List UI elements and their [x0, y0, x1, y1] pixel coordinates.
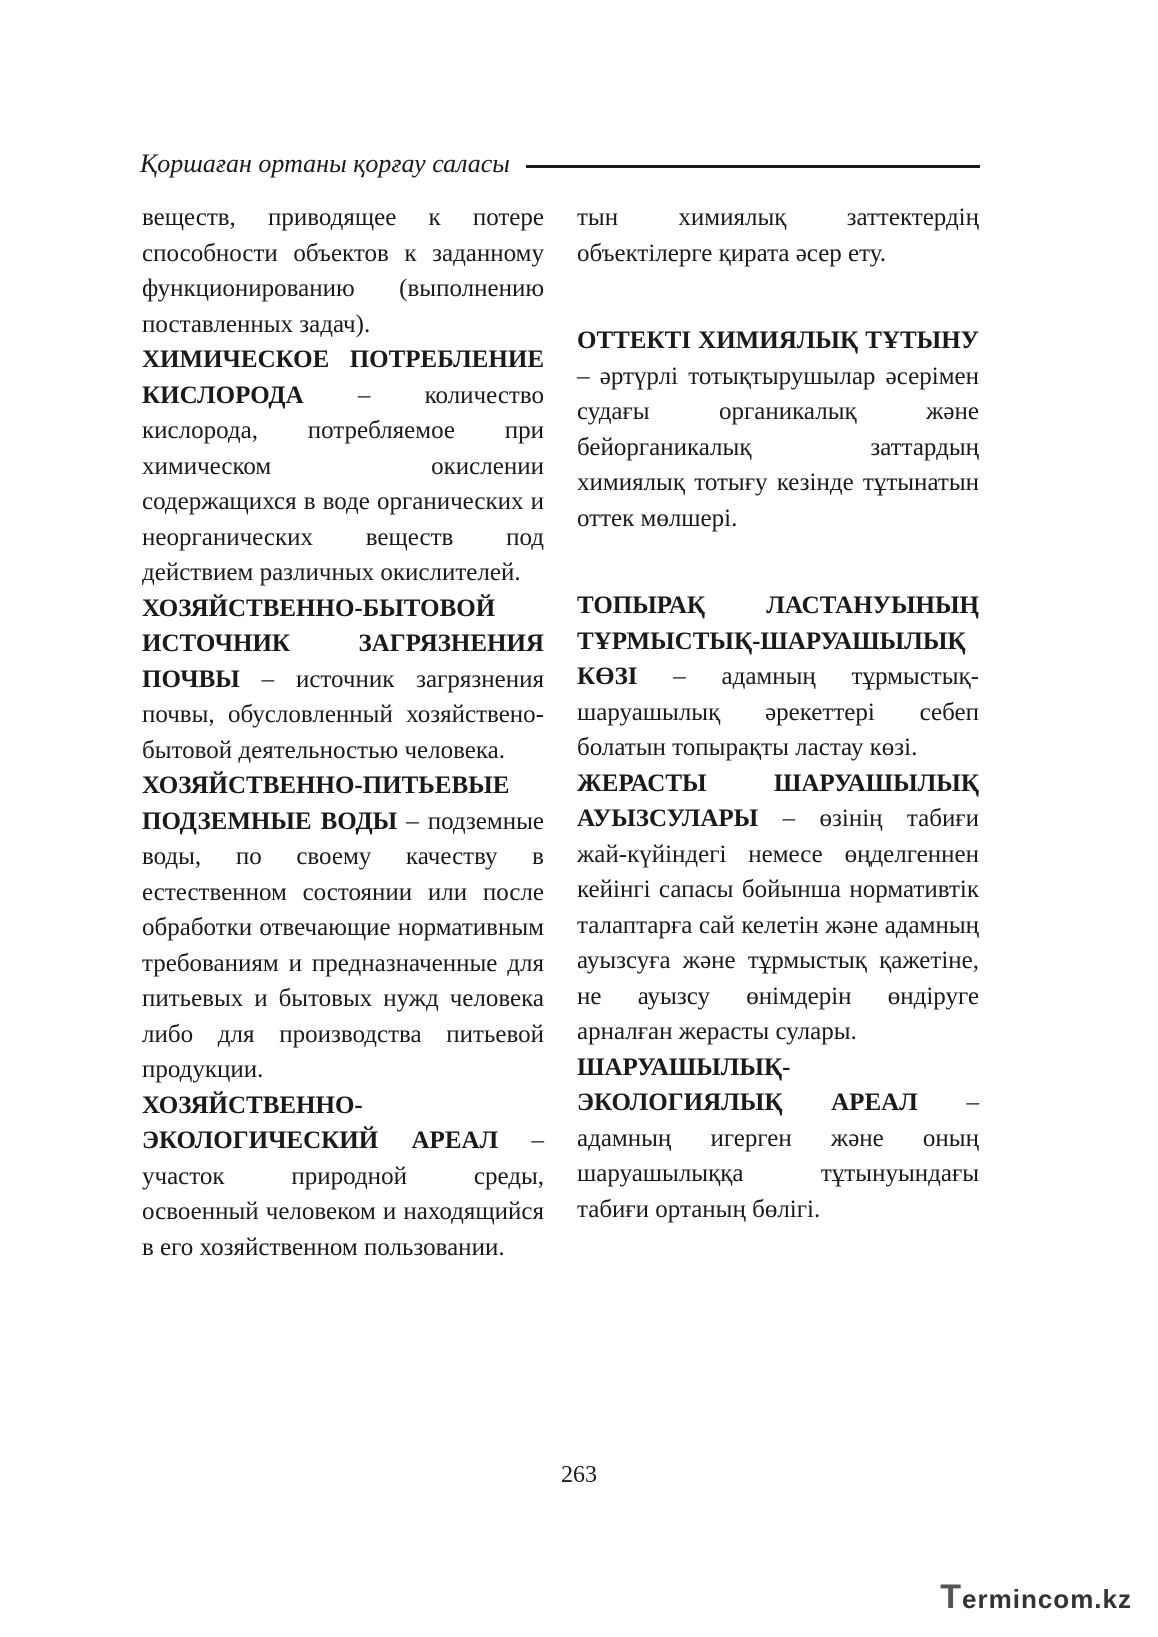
page-number: 263 — [561, 1462, 597, 1488]
right-column — [577, 200, 979, 1227]
entry-definition: – источник загрязнения почвы, обусловленный хозяйствено-бытовой деятельностью человека. — [142, 665, 544, 764]
dictionary-entry — [577, 323, 979, 536]
dictionary-entry — [142, 342, 544, 591]
entry-term: ОТТЕКТІ ХИМИЯЛЫҚ ТҰТЫНУ — [577, 327, 979, 354]
dictionary-entry — [142, 591, 544, 769]
dictionary-entry — [577, 1050, 979, 1228]
entry-definition: – адамның тұрмыстық-шаруашылық әрекеттері себеп болатын топырақты ластау көзі. — [577, 663, 979, 761]
watermark-mark: T — [940, 1578, 963, 1616]
header-rule — [526, 165, 980, 168]
entry-definition: – участок природной среды, освоенный человеком и находящийся в его хозяйственном пользовании. — [142, 1127, 544, 1261]
dictionary-entry — [142, 1088, 544, 1266]
entry-term: ЖЕРАСТЫ ШАРУАШЫЛЫҚ АУЫЗСУЛАРЫ — [577, 769, 979, 832]
dictionary-entry — [142, 768, 544, 1088]
watermark-text: ermincom.kz — [962, 1584, 1132, 1614]
entry-definition: – адамның игерген және оның шаруашылыққа тұтынуындағы табиғи ортаның бөлігі. — [577, 1089, 979, 1223]
entry-term: ХИМИЧЕСКОЕ ПОТРЕБЛЕНИЕ КИСЛОРОДА — [142, 346, 544, 409]
watermark-logo — [940, 1578, 1132, 1617]
entry-definition: – әртүрлі тотықтырушылар әсерімен судағы органикалық және бейорганикалық заттардың химиялық тотығу кезінде тұтынатын оттек мөлшері. — [577, 362, 979, 532]
entry-definition: – подземные воды, по своему качеству в естественном состоянии или после обработки отвечающие нормативным требованиям и предназначенные для питьевых и бытовых нужд человека либо для производства питьевой продукции. — [142, 807, 544, 1083]
entry-definition: – количество кислорода, потребляемое при химическом окислении содержащихся в воде органических и неорганических веществ под действием различных окислителей. — [142, 381, 544, 586]
entry-term: ТОПЫРАҚ ЛАСТАНУЫНЫҢ ТҰРМЫСТЫҚ-ШАРУАШЫЛЫҚ КӨЗІ — [577, 592, 979, 690]
entry-term: ХОЗЯЙСТВЕННО-ЭКОЛОГИЧЕСКИЙ АРЕАЛ — [142, 1091, 499, 1154]
dictionary-entry — [577, 588, 979, 766]
left-continuation: веществ, приводящее к потере способности объектов к заданному функционированию (выполнению поставленных задач). — [142, 204, 544, 338]
running-header — [140, 146, 980, 182]
entry-term: ХОЗЯЙСТВЕННО-ПИТЬЕВЫЕ ПОДЗЕМНЫЕ ВОДЫ — [142, 772, 510, 835]
running-header-title: Қоршаған ортаны қорғау саласы — [140, 149, 510, 178]
entry-term: ШАРУАШЫЛЫҚ-ЭКОЛОГИЯЛЫҚ АРЕАЛ — [577, 1053, 918, 1116]
right-continuation: тын химиялық заттектердің объектілерге қирата әсер ету. — [577, 204, 979, 267]
dictionary-entry — [577, 766, 979, 1050]
left-column — [142, 200, 544, 1265]
entry-definition: – өзінің табиғи жай-күйіндегі немесе өңделгеннен кейінгі сапасы бойынша нормативтік талаптарға сай келетін және адамның ауызсуға және тұрмыстық қажетіне, не ауызсу өнімдерін өндіруге арналған жерасты сулары. — [577, 805, 979, 1045]
entry-term: ХОЗЯЙСТВЕННО-БЫТОВОЙ ИСТОЧНИК ЗАГРЯЗНЕНИЯ ПОЧВЫ — [142, 594, 544, 693]
